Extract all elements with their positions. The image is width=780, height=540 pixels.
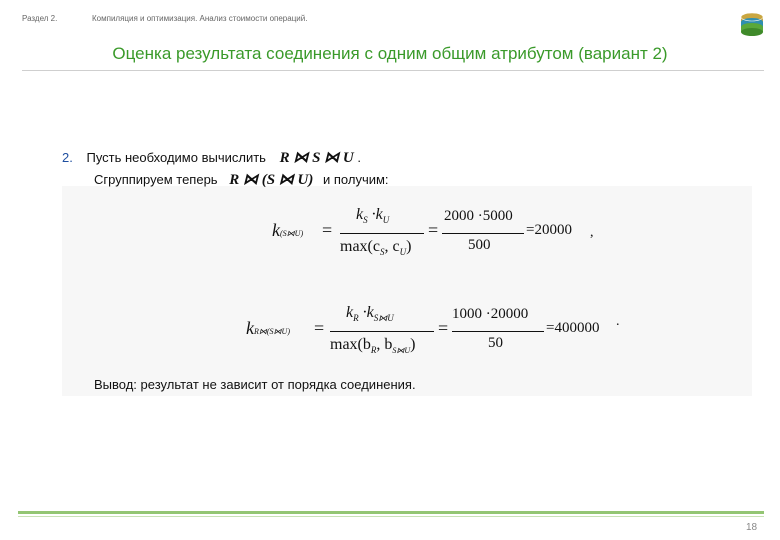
join-expression-1: R ⋈ S ⋈ U [279,150,354,166]
formula2-num-value: 1000 ·20000 [452,306,529,322]
formula2-eq1: = [314,318,325,338]
footer-divider [18,511,764,514]
item-text-2: Сгруппируем теперь [94,172,218,187]
formula2-den-sub1: R [370,345,377,356]
item-number: 2. [62,150,73,165]
formula1-eq2: = [428,220,439,240]
formula1-den-sub2: U [399,247,407,258]
formula2-den-value: 50 [488,335,503,351]
formula2-tail: . [616,314,620,329]
formula-panel [62,186,752,396]
formula2-num2: k [366,304,374,321]
formula1-denominator [340,238,411,257]
formula1-lhs-sub: (S⋈U) [280,229,304,238]
formula2-numerator [346,304,394,324]
formula2-num1-sub: R [353,313,359,324]
title-divider [22,70,764,71]
footer-divider-thin [18,516,764,517]
formula1-num1: k [356,206,364,223]
formula1-den-sub1: S [379,247,385,258]
formula1-num-dot: · [371,206,376,223]
formula1-tail: , [590,225,594,240]
formula1-den-value: 500 [468,237,491,253]
item-end-2: и получим: [323,172,389,187]
slide-title: Оценка результата соединения с одним общим атрибутом (вариант 2) [112,44,668,63]
formula1-fraction-line-2 [442,233,524,234]
formula2-num1: k [346,304,354,321]
formula2-den-mid: , b [376,336,393,353]
formula2-den-end: ) [410,336,416,353]
item-end-1: . [357,150,362,165]
formula1-num2-sub: U [382,215,390,226]
formula1-den-end: ) [406,238,412,255]
database-stack-logo [736,11,768,37]
formula1-lhs-k: k [272,220,280,240]
formula2-result: =400000 [546,320,600,336]
formula1-num-value: 2000 ·5000 [444,208,513,224]
formula2-lhs-sub: R⋈(S⋈U) [254,327,290,336]
item-text-1: Пусть необходимо вычислить [86,150,266,165]
formula1-num1-sub: S [363,215,368,226]
conclusion-text: Вывод: результат не зависит от порядка соединения. [94,377,416,392]
formula2-num2-sub: S⋈U [373,313,394,324]
formula2-den: max(b [330,336,371,353]
topic-label: Компиляция и оптимизация. Анализ стоимости операций. [92,14,308,23]
formula1-fraction-line-1 [340,233,424,234]
join-expression-2: R ⋈ (S ⋈ U) [229,172,314,188]
formula2-num-dot: · [362,304,367,321]
formula1-eq1: = [322,220,333,240]
formula1-lhs [272,220,303,241]
item-line-2 [94,170,389,189]
formula2-denominator [330,336,415,355]
formula2-fraction-line-2 [452,331,544,332]
section-label: Раздел 2. [22,14,58,23]
formula1-num2: k [375,206,383,223]
formula2-den-sub2: S⋈U [392,346,411,356]
formula2-fraction-line-1 [330,331,434,332]
page-number: 18 [746,522,758,533]
item-line-1 [62,148,361,167]
formula2-eq2: = [438,318,449,338]
formula2-lhs-k: k [246,318,254,338]
formula1-result: =20000 [526,222,572,238]
formula1-numerator [356,206,389,225]
formula1-den: max(c [340,238,380,255]
formula1-den-mid: , c [384,238,400,255]
formula2-lhs [246,318,290,339]
